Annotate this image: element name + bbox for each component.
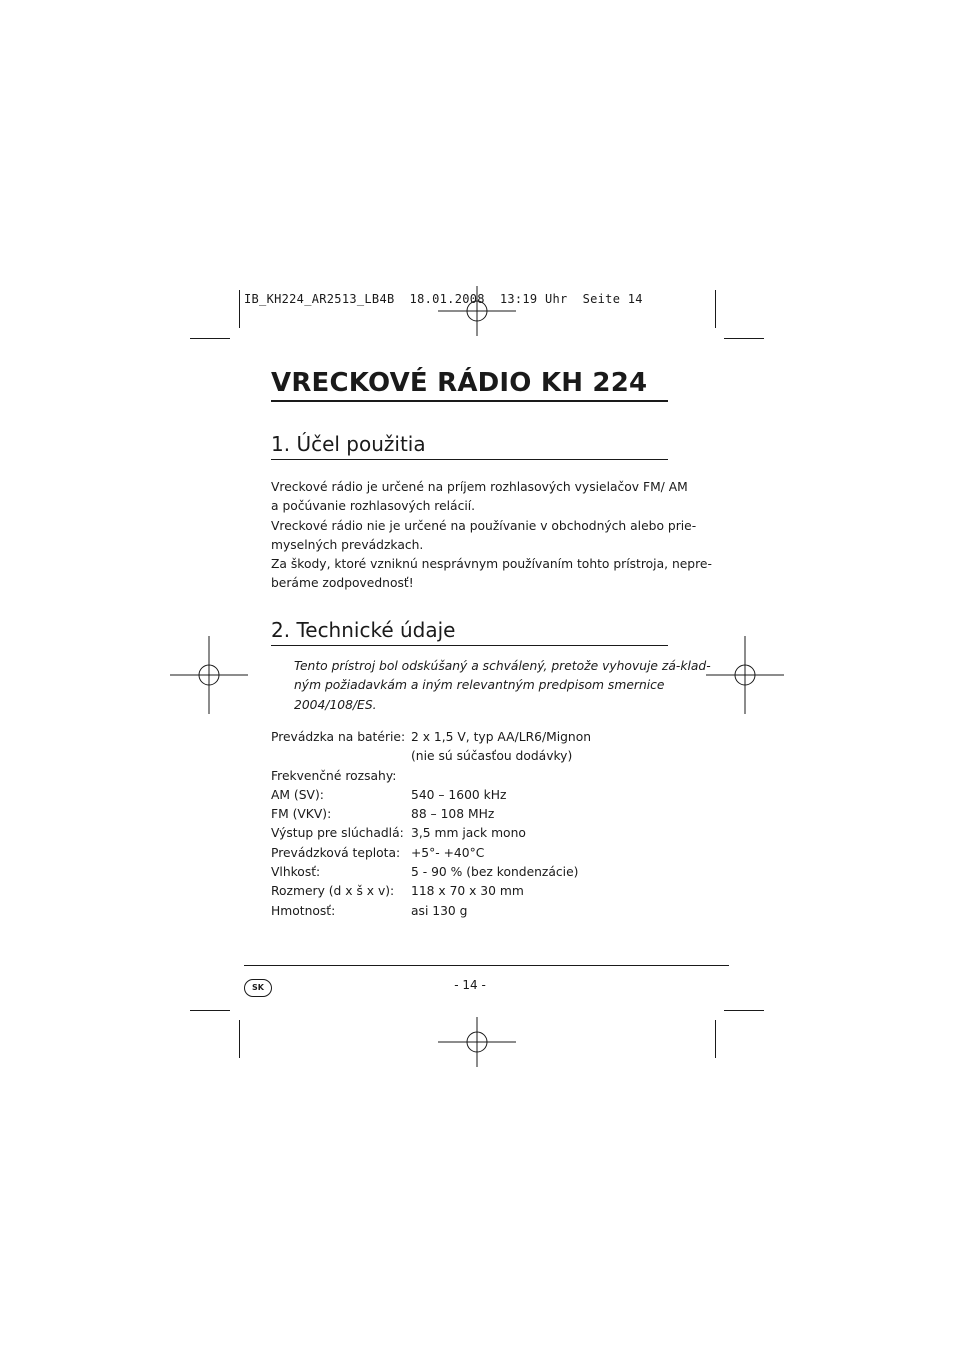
spec-value: asi 130 g xyxy=(411,903,468,918)
spec-row xyxy=(271,844,691,863)
spec-value: +5°- +40°C xyxy=(411,845,485,860)
spec-row xyxy=(271,728,691,747)
spec-label: Rozmery (d x š x v): xyxy=(271,884,395,899)
spec-value: 118 x 70 x 30 mm xyxy=(411,884,524,899)
text-line: Vreckové rádio nie je určené na používanie v obchodných alebo prie- xyxy=(271,518,697,533)
text-line: beráme zodpovednosť! xyxy=(271,576,414,591)
text-line: myselných prevádzkach. xyxy=(271,537,424,552)
crop-mark xyxy=(239,290,240,328)
note-line: ným požiadavkám a iným relevantným predpisom smernice xyxy=(294,678,665,693)
section-heading-purpose: 1. Účel použitia xyxy=(271,432,668,460)
spec-row xyxy=(271,902,691,921)
language-badge: SK xyxy=(244,979,272,997)
registration-mark-icon xyxy=(438,1003,516,1081)
spec-label: AM (SV): xyxy=(271,787,324,802)
conformity-note xyxy=(294,657,711,715)
spec-label: Hmotnosť: xyxy=(271,903,336,918)
text-line: a počúvanie rozhlasových relácií. xyxy=(271,499,476,514)
spec-value: 88 – 108 MHz xyxy=(411,807,495,822)
print-slug: IB_KH224_AR2513_LB4B 18.01.2008 13:19 Uhr Seite 14 xyxy=(244,292,643,306)
page-title: VRECKOVÉ RÁDIO KH 224 xyxy=(271,368,668,402)
crop-mark xyxy=(190,338,230,339)
spec-row xyxy=(271,882,691,901)
spec-label: FM (VKV): xyxy=(271,807,332,822)
spec-value xyxy=(411,767,691,786)
spec-row xyxy=(271,747,691,766)
spec-row xyxy=(271,863,691,882)
registration-mark-icon xyxy=(706,636,784,714)
note-line: 2004/108/ES. xyxy=(294,697,377,712)
purpose-text xyxy=(271,478,712,594)
page-number: - 14 - xyxy=(454,978,486,992)
crop-mark xyxy=(724,1010,764,1011)
note-line: Tento prístroj bol odskúšaný a schválený, pretože vyhovuje zá-klad- xyxy=(294,659,711,673)
crop-mark xyxy=(239,1020,240,1058)
spec-row xyxy=(271,805,691,824)
spec-value: 540 – 1600 kHz xyxy=(411,787,507,802)
spec-value: (nie sú súčasťou dodávky) xyxy=(411,749,573,764)
spec-table xyxy=(271,728,691,921)
section-heading-technical-data: 2. Technické údaje xyxy=(271,618,668,646)
footer-rule xyxy=(244,965,729,966)
spec-value: 3,5 mm jack mono xyxy=(411,826,526,841)
spec-row xyxy=(271,767,691,786)
spec-label: Prevádzka na batérie: xyxy=(271,730,406,744)
spec-label: Frekvenčné rozsahy: xyxy=(271,768,397,783)
spec-label: Prevádzková teplota: xyxy=(271,845,401,860)
spec-row xyxy=(271,786,691,805)
spec-row xyxy=(271,824,691,843)
spec-label xyxy=(271,747,411,766)
spec-label: Výstup pre slúchadlá: xyxy=(271,826,404,841)
spec-value: 5 - 90 % (bez kondenzácie) xyxy=(411,865,579,880)
crop-mark xyxy=(190,1010,230,1011)
text-line: Za škody, ktoré vzniknú nesprávnym používaním tohto prístroja, nepre- xyxy=(271,557,712,572)
spec-value: 2 x 1,5 V, typ AA/LR6/Mignon xyxy=(411,730,592,744)
crop-mark xyxy=(715,1020,716,1058)
registration-mark-icon xyxy=(438,272,516,350)
crop-mark xyxy=(715,290,716,328)
crop-mark xyxy=(724,338,764,339)
registration-mark-icon xyxy=(170,636,248,714)
spec-label: Vlhkosť: xyxy=(271,865,321,880)
text-line: Vreckové rádio je určené na príjem rozhlasových vysielačov FM/ AM xyxy=(271,480,688,494)
